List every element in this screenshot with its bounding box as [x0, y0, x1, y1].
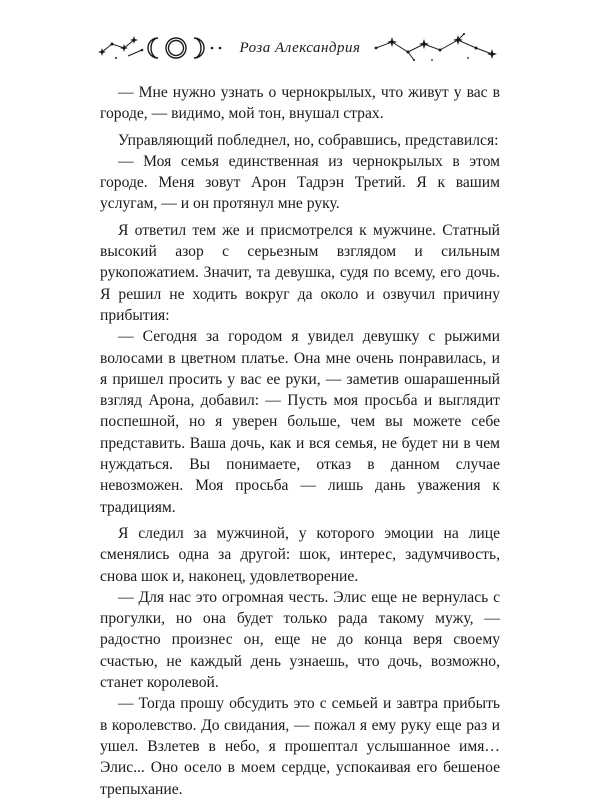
paragraph: — Моя семья единственная из чернокрылых в этом городе. Меня зовут Арон Тадрэн Третий. Я к вашим услугам, — и он протянул мне руку.	[100, 152, 500, 213]
paragraph: Я следил за мужчиной, у которого эмоции на лице сменялись одна за другой: шок, интерес, задумчивость, снова шок и, наконец, удовлетворение.	[100, 524, 500, 585]
running-header-title: Роза Александрия	[239, 40, 361, 56]
paragraph: — Тогда прошу обсудить это с семьей и завтра прибыть в королевство. До свидания, — пожал я ему руку еще раз и ушел. Взлетев в небо, я прошептал услышанное имя… Элис... Оно осело в моем сердце, успокаивая его бешеное трепыхание.	[100, 695, 500, 798]
running-header	[0, 30, 600, 70]
paragraph: Я ответил тем же и присмотрелся к мужчине. Статный высокий азор с серьезным взглядом и сильным рукопожатием. Значит, та девушка, судя по всему, его дочь. Я решил не ходить вокруг да около и озвучил причину прибытия:	[100, 221, 500, 324]
paragraph: Управляющий побледнел, но, собравшись, представился:	[118, 131, 499, 149]
paragraph: — Сегодня за городом я увидел девушку с рыжими волосами в цветном платье. Она мне очень понравилась, и я пришел просить у вас ее руки, — заметив ошарашенный взгляд Арона, добавил: — Пусть моя просьба и выглядит поспешной, но я уверен больше, чем вы можете себе представить. Ваша дочь, как и вся семья, не будет ни в чем нуждаться. Вы понимаете, отказ в данном случае невозможен. Моя просьба — лишь дань уважения к традициям.	[100, 328, 500, 516]
paragraph: — Мне нужно узнать о чернокрылых, что живут у вас в городе, — видимо, мой тон, внушал страх.	[100, 84, 500, 123]
page-body-text	[100, 82, 500, 800]
constellation-ornament-icon	[368, 30, 500, 66]
paragraph: — Для нас это огромная честь. Элис еще не вернулась с прогулки, но она будет только рада такому мужу, — радостно произнес он, еще не до конца веря своему счастью, не каждый день узнаешь, что дочь, возможно, станет королевой.	[100, 588, 500, 692]
